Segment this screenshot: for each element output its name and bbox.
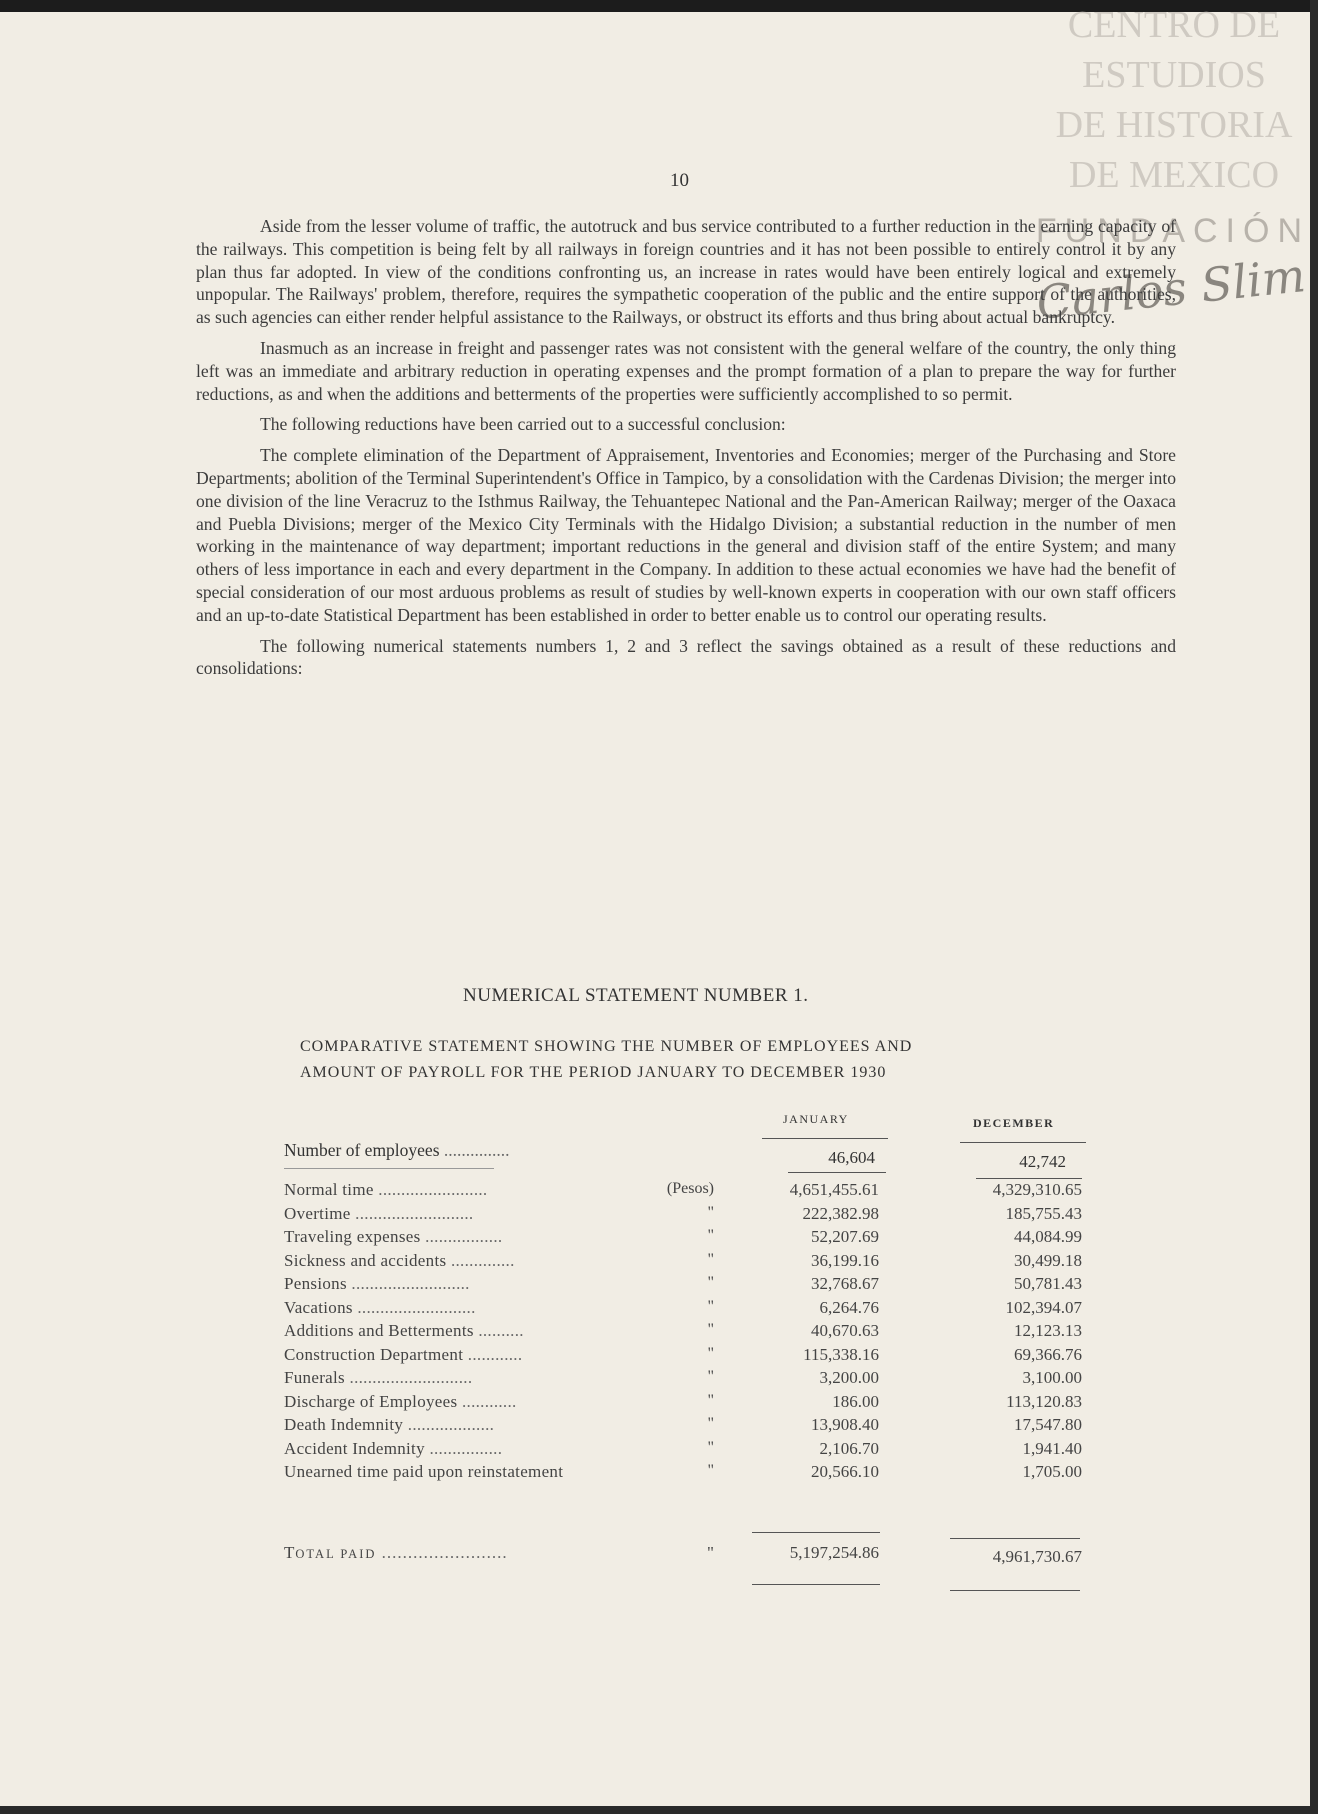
row-label: Funerals ........................... bbox=[284, 1368, 473, 1387]
row-unit: " bbox=[707, 1203, 714, 1221]
row-label: Discharge of Employees ............ bbox=[284, 1391, 517, 1411]
row-december: 69,366.76 bbox=[1014, 1344, 1082, 1364]
row-december: 185,755.43 bbox=[1005, 1203, 1082, 1223]
employees-label: Number of employees ............... bbox=[284, 1140, 510, 1160]
signature-watermark: Carlos Slim bbox=[1034, 248, 1309, 330]
row-january: 3,200.00 bbox=[819, 1368, 879, 1387]
row-january: 2,106.70 bbox=[819, 1438, 879, 1458]
table-row bbox=[284, 1392, 1084, 1416]
row-unit: " bbox=[707, 1462, 714, 1479]
row-december: 4,329,310.65 bbox=[992, 1180, 1082, 1199]
table-row bbox=[284, 1180, 1084, 1204]
row-label: Unearned time paid upon reinstatement bbox=[284, 1462, 564, 1481]
row-december: 3,100.00 bbox=[1022, 1368, 1082, 1387]
row-january: 40,670.63 bbox=[811, 1321, 879, 1340]
row-unit: " bbox=[707, 1274, 714, 1291]
paragraph: The following reductions have been carried out to a successful conclusion: bbox=[260, 414, 786, 435]
payroll-table bbox=[284, 1180, 1084, 1486]
row-unit: " bbox=[707, 1391, 714, 1409]
row-label: Traveling expenses ................. bbox=[284, 1227, 503, 1246]
row-unit: " bbox=[707, 1297, 714, 1315]
row-december: 44,084.99 bbox=[1014, 1227, 1082, 1246]
total-december: 4,961,730.67 bbox=[992, 1547, 1082, 1566]
row-label: Accident Indemnity ................ bbox=[284, 1438, 503, 1458]
table-row bbox=[284, 1368, 1084, 1392]
row-label: Pensions .......................... bbox=[284, 1274, 470, 1293]
row-unit: " bbox=[707, 1321, 714, 1338]
total-row bbox=[284, 1543, 1084, 1567]
row-unit: " bbox=[707, 1438, 714, 1456]
right-border bbox=[1310, 0, 1318, 1814]
table-row bbox=[284, 1462, 1084, 1486]
paragraph: Inasmuch as an increase in freight and passenger rates was not consistent with the general welfare of the country, the only thing left was an immediate and arbitrary reduction in operating expenses and the prompt formation of a plan to prepare the way for further reductions, as and when the additions and betterments of the properties were sufficiently accomplished to so permit. bbox=[196, 337, 1176, 404]
row-label: Death Indemnity ................... bbox=[284, 1415, 495, 1434]
row-label: Construction Department ............ bbox=[284, 1344, 523, 1364]
row-december: 12,123.13 bbox=[1014, 1321, 1082, 1340]
archive-watermark bbox=[1044, 0, 1304, 200]
total-rule-bottom bbox=[950, 1590, 1080, 1591]
table-row bbox=[284, 1439, 1084, 1463]
fundacion-watermark: FUNDACIÓN bbox=[1035, 212, 1310, 250]
watermark-line: DE HISTORIA bbox=[1055, 104, 1293, 146]
table-row bbox=[284, 1321, 1084, 1345]
total-rule-top bbox=[752, 1532, 880, 1533]
row-label: Normal time ........................ bbox=[284, 1180, 488, 1199]
table-row bbox=[284, 1274, 1084, 1298]
paragraph: The complete elimination of the Department of Appraisement, Inventories and Economies; merger of the Purchasing and Store Departments; abolition of the Terminal Superintendent's Office in Tampico, by a consolidation with the Cardenas Division; the merger into one division of the line Veracruz to the Isthmus Railway, the Tehuantepec National and the Pan-American Railway; merger of the Oaxaca and Puebla Divisions; merger of the Mexico City Terminals with the Hidalgo Division; a substantial reduction in the number of men working in the maintenance of way department; important reductions in the general and division staff of the entire System; and many others of less importance in each and every department in the Company. In addition to these actual economies we have had the benefit of special consideration of our most arduous problems as result of studies by well-known experts in cooperation with our own staff officers and an up-to-date Statistical Department has been established in order to better enable us to control our operating results. bbox=[196, 445, 1176, 625]
table-row bbox=[284, 1415, 1084, 1439]
employees-december: 42,742 bbox=[1019, 1152, 1066, 1171]
body-text bbox=[196, 215, 1176, 688]
row-unit: " bbox=[707, 1250, 714, 1268]
paragraph: The following numerical statements numbers 1, 2 and 3 reflect the savings obtained as a result of these reductions and consolidations: bbox=[196, 635, 1176, 679]
header-rule bbox=[762, 1138, 888, 1139]
column-header-december: DECEMBER bbox=[973, 1116, 1055, 1130]
row-january: 222,382.98 bbox=[802, 1203, 879, 1223]
row-december: 1,705.00 bbox=[1022, 1462, 1082, 1481]
row-unit: " bbox=[707, 1368, 714, 1385]
row-unit: (Pesos) bbox=[666, 1180, 714, 1197]
row-label: Sickness and accidents .............. bbox=[284, 1250, 515, 1270]
subtitle-line-2: AMOUNT OF PAYROLL FOR THE PERIOD JANUARY TO DECEMBER 1930 bbox=[300, 1064, 887, 1081]
row-label: Additions and Betterments .......... bbox=[284, 1321, 524, 1340]
row-january: 115,338.16 bbox=[803, 1344, 879, 1364]
subtitle-line-1: COMPARATIVE STATEMENT SHOWING THE NUMBER OF EMPLOYEES AND bbox=[300, 1038, 913, 1055]
watermark-line: DE MEXICO bbox=[1068, 154, 1280, 196]
employees-rule bbox=[788, 1172, 886, 1173]
row-december: 113,120.83 bbox=[1006, 1391, 1082, 1411]
row-unit: " bbox=[707, 1227, 714, 1244]
column-header-january: JANUARY bbox=[783, 1112, 849, 1126]
row-january: 6,264.76 bbox=[819, 1297, 879, 1317]
row-december: 50,781.43 bbox=[1014, 1274, 1082, 1293]
watermark-line: CENTRO DE bbox=[1067, 4, 1281, 46]
row-january: 32,768.67 bbox=[811, 1274, 879, 1293]
row-unit: " bbox=[707, 1344, 714, 1362]
row-january: 186.00 bbox=[832, 1391, 879, 1411]
row-unit: " bbox=[707, 1415, 714, 1432]
row-january: 20,566.10 bbox=[811, 1462, 879, 1481]
row-january: 13,908.40 bbox=[811, 1415, 879, 1434]
paragraph: Aside from the lesser volume of traffic, the autotruck and bus service contributed to a further reduction in the earning capacity of the railways. This competition is being felt by all railways in foreign countries and it has not been possible to entirely control it by any plan thus far adopted. In view of the conditions confronting us, an increase in rates would have been entirely logical and extremely unpopular. The Railways' problem, therefore, requires the sympathetic cooperation of the public and the entire support of the authorities, as such agencies can either render helpful assistance to the Railways, or obstruct its efforts and thus bring about actual bankruptcy. bbox=[196, 216, 1176, 328]
row-january: 4,651,455.61 bbox=[789, 1180, 879, 1199]
row-december: 1,941.40 bbox=[1022, 1438, 1082, 1458]
total-label: TOTAL PAID ........................ bbox=[284, 1543, 508, 1562]
bottom-border bbox=[0, 1806, 1318, 1814]
row-label: Overtime .......................... bbox=[284, 1203, 474, 1223]
header-rule bbox=[960, 1142, 1086, 1143]
page-number: 10 bbox=[670, 170, 689, 191]
total-rule-top bbox=[950, 1538, 1080, 1539]
row-december: 17,547.80 bbox=[1014, 1415, 1082, 1434]
table-row bbox=[284, 1298, 1084, 1322]
statement-subtitle bbox=[300, 1034, 1080, 1086]
statement-title: NUMERICAL STATEMENT NUMBER 1. bbox=[463, 985, 809, 1006]
table-row bbox=[284, 1204, 1084, 1228]
table-row bbox=[284, 1345, 1084, 1369]
employees-rule bbox=[976, 1178, 1082, 1179]
row-january: 52,207.69 bbox=[811, 1227, 879, 1246]
total-january: 5,197,254.86 bbox=[789, 1543, 879, 1562]
table-row bbox=[284, 1227, 1084, 1251]
watermark-line: ESTUDIOS bbox=[1082, 54, 1266, 96]
total-rule-bottom bbox=[752, 1584, 880, 1585]
row-label: Vacations .......................... bbox=[284, 1297, 476, 1317]
row-december: 30,499.18 bbox=[1014, 1250, 1082, 1270]
row-january: 36,199.16 bbox=[811, 1250, 879, 1270]
row-december: 102,394.07 bbox=[1005, 1297, 1082, 1317]
employees-january: 46,604 bbox=[828, 1148, 875, 1167]
employees-underline bbox=[284, 1168, 494, 1169]
total-unit: " bbox=[707, 1543, 714, 1562]
table-row bbox=[284, 1251, 1084, 1275]
